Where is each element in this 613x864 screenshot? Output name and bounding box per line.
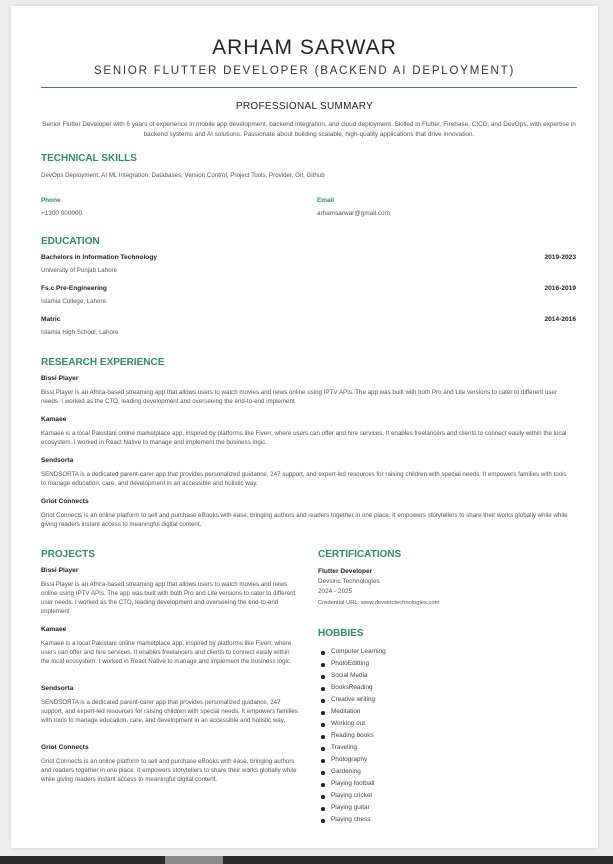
certification-dates: 2024 - 2025 bbox=[318, 588, 353, 595]
project-item-title: Sendsorta bbox=[41, 685, 74, 692]
bullet-icon bbox=[321, 795, 325, 799]
certification-title: Flutter Developer bbox=[318, 568, 373, 575]
hobby-label: Meditation bbox=[331, 708, 361, 715]
research-item-title: Griot Connects bbox=[41, 498, 89, 505]
research-item-desc: SENDSORTA is a dedicated parent-carer app that provides personalized guidance, 247 support, and expert-led resources for raising children with special needs. It empowers families with tools to manage education, care, and development in an accessible and holistic way. bbox=[41, 471, 567, 487]
research-item-title: Sendsorta bbox=[41, 457, 74, 464]
bullet-icon bbox=[321, 723, 325, 727]
project-item-desc: Griot Connects is an online platform to sell and purchase eBooks with ease, bringing authors and readers together in one place. It empowers storytellers to share their works globally while while giving readers instant access to meaningful digital content. bbox=[41, 758, 297, 783]
education-school: University of Punjab Lahore bbox=[41, 267, 118, 274]
bullet-icon bbox=[321, 699, 325, 703]
research-item-desc: Bissi Player is an Africa-based streaming app that allows users to watch movies and news online using IPTV APIs. The app was built with both Pro and Lite versions to cater to different user needs. I worked as the CTO, leading development and overseeing the end-to-end implement bbox=[41, 389, 558, 405]
bullet-icon bbox=[321, 687, 325, 691]
hobby-label: Gardening bbox=[331, 768, 361, 775]
hobby-label: Playing cricket bbox=[331, 792, 373, 799]
hobby-item bbox=[319, 646, 386, 658]
summary-heading: PROFESSIONAL SUMMARY bbox=[235, 101, 374, 112]
hobby-item bbox=[319, 766, 386, 778]
project-item-desc: Bissi Player is an Africa-based streaming app that allows users to watch movies and news online using IPTV APIs. The app was built with both Pro and Lite versions to cater to different user needs. I worked as the CTO, leading development and overseeing the end-to-end implement bbox=[41, 581, 296, 615]
hobby-item bbox=[319, 682, 386, 694]
bullet-icon bbox=[321, 675, 325, 679]
hobby-item bbox=[319, 754, 386, 766]
research-heading: RESEARCH EXPERIENCE bbox=[41, 357, 165, 368]
bullet-icon bbox=[321, 819, 325, 823]
education-years: 2014-2016 bbox=[544, 316, 576, 323]
skills-heading: TECHNICAL SKILLS bbox=[41, 153, 137, 164]
certifications-heading: CERTIFICATIONS bbox=[318, 549, 402, 560]
horizontal-scrollbar[interactable] bbox=[0, 856, 613, 864]
hobby-item bbox=[319, 718, 386, 730]
bullet-icon bbox=[321, 771, 325, 775]
project-item-desc: Kamaee is a local Pakistani online marketplace app, inspired by platforms like Fiverr, where users can offer and hire services. It enables freelancers and clients to connect easily within the local ecosystem. I worked in React Native to manage and implement the business logic. bbox=[41, 640, 292, 665]
projects-heading: PROJECTS bbox=[41, 549, 95, 560]
certification-credential[interactable]: Credential URL: www.devsinctechnologies.com bbox=[318, 600, 440, 606]
certification-issuer: Devsinc Technologies bbox=[318, 578, 380, 585]
research-item-title: Bissi Player bbox=[41, 375, 79, 382]
job-title: SENIOR FLUTTER DEVELOPER (BACKEND AI DEPLOYMENT) bbox=[93, 65, 516, 77]
hobby-item bbox=[319, 730, 386, 742]
hobby-label: Reading books bbox=[331, 732, 374, 739]
hobby-item bbox=[319, 658, 386, 670]
bullet-icon bbox=[321, 747, 325, 751]
hobby-label: Playing chess bbox=[331, 816, 371, 823]
research-item-desc: Griot Connects is an online platform to sell and purchase eBooks with ease, bringing authors and readers together in one place. It empowers storytellers to share their works globally while while giving readers instant access to meaningful digital content. bbox=[41, 512, 568, 528]
education-degree: Matric bbox=[41, 316, 61, 323]
hobby-item bbox=[319, 790, 386, 802]
hobby-label: Social Media bbox=[331, 672, 368, 679]
project-item-title: Kamaee bbox=[41, 626, 67, 633]
hobby-item bbox=[319, 742, 386, 754]
education-years: 2019-2023 bbox=[544, 254, 576, 261]
bullet-icon bbox=[321, 759, 325, 763]
hobby-item bbox=[319, 706, 386, 718]
education-degree: Fs.c Pre-Engineering bbox=[41, 285, 107, 292]
resume-page bbox=[11, 6, 598, 848]
hobby-item bbox=[319, 814, 386, 826]
hobby-label: BooksReading bbox=[331, 684, 373, 691]
hobbies-heading: HOBBIES bbox=[318, 628, 364, 639]
education-years: 2016-2019 bbox=[544, 285, 576, 292]
hobbies-list bbox=[319, 646, 386, 826]
bullet-icon bbox=[321, 783, 325, 787]
project-item-title: Bissi Player bbox=[41, 567, 79, 574]
hobby-label: Traveling bbox=[331, 744, 358, 751]
education-heading: EDUCATION bbox=[41, 236, 100, 247]
hobby-label: Creative writing bbox=[331, 696, 376, 703]
research-item-desc: Kamaee is a local Pakistani online marketplace app, inspired by platforms like Fiverr, where users can offer and hire services. It enables freelancers and clients to connect easily within the local ecosystem. I worked in React Native to manage and implement the business logic. bbox=[41, 430, 567, 446]
research-item-title: Kamaee bbox=[41, 416, 67, 423]
hobby-item bbox=[319, 778, 386, 790]
skills-text: DevOps Deployment, AI ML Integration, Databases, Version Control, Project Tools, Provider, Git, Github bbox=[41, 172, 325, 179]
hobby-label: Computer Learning bbox=[331, 648, 386, 655]
bullet-icon bbox=[321, 663, 325, 667]
scrollbar-thumb[interactable] bbox=[165, 856, 223, 864]
hobby-label: PhotoEditting bbox=[331, 660, 370, 667]
project-item-desc: SENDSORTA is a dedicated parent-carer app that provides personalized guidance, 247 support, and expert-led resources for raising children with special needs. It empowers families with tools to manage education, care, and development in an accessible and holistic way. bbox=[41, 699, 298, 724]
hobby-item bbox=[319, 694, 386, 706]
candidate-name: ARHAM SARWAR bbox=[212, 36, 397, 59]
hobby-item bbox=[319, 802, 386, 814]
hobby-label: Working out bbox=[331, 720, 365, 727]
bullet-icon bbox=[321, 711, 325, 715]
phone-label: Phone bbox=[41, 197, 61, 204]
education-degree: Bachelors in Information Technology bbox=[41, 254, 158, 261]
bullet-icon bbox=[321, 735, 325, 739]
bullet-icon bbox=[321, 651, 325, 655]
summary-text: Senior Flutter Developer with 6 years of experience in mobile app development, backend integration, and cloud deployment. Skilled in Flutter, Firebase, CICD, and DevOps, with expertise in backend systems and AI solutions. Passionate about building scalable, high-quality applications that drive innovation. bbox=[42, 121, 576, 138]
hobby-label: Playing guitar bbox=[331, 804, 370, 811]
hobby-label: Photography bbox=[331, 756, 368, 763]
hobby-item bbox=[319, 670, 386, 682]
phone-value: +1300 000000 bbox=[41, 210, 83, 217]
email-value[interactable]: arhamsarwar@gmail.com bbox=[317, 210, 390, 217]
header-divider bbox=[41, 87, 577, 88]
email-label: Email bbox=[317, 197, 335, 204]
project-item-title: Griot Connects bbox=[41, 744, 89, 751]
bullet-icon bbox=[321, 807, 325, 811]
hobby-label: Playing football bbox=[331, 780, 375, 787]
education-school: Islamia High School, Lahore bbox=[41, 329, 119, 336]
education-school: Islamia College, Lahore bbox=[41, 298, 107, 305]
